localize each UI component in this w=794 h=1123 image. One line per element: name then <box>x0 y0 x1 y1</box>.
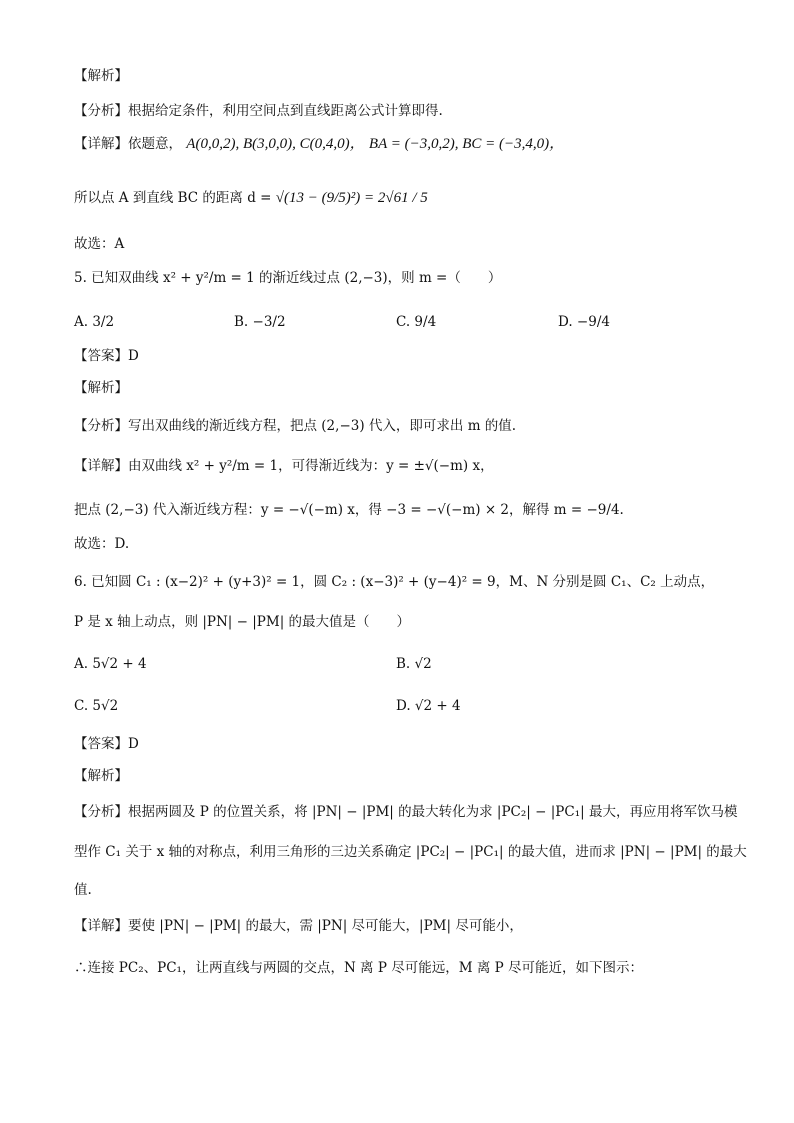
q6-option-b: B. √2 <box>396 656 432 672</box>
q6-jiexi: 【解析】 <box>74 768 128 784</box>
question-6-line-1: 6. 已知圆 C₁ : (x−2)² + (y+3)² = 1，圆 C₂ : (x−3)² + (y−4)² = 9，M、N 分别是圆 C₁、C₂ 上动点， <box>74 574 715 590</box>
q6-analysis-2: 型作 C₁ 关于 x 轴的对称点，利用三角形的三边关系确定 |PC₂| − |PC₁| 的最大值，进而求 |PN| − |PM| 的最大 <box>74 844 747 860</box>
distance-expression: √(13 − (9/5)²) = 2√61 / 5 <box>275 190 428 206</box>
detail-prefix: 【详解】依题意， <box>74 136 182 152</box>
question-6-line-2: P 是 x 轴上动点，则 |PN| − |PM| 的最大值是（ ） <box>74 614 411 630</box>
vector-values: BA = (−3,0,2), BC = (−3,4,0)， <box>368 136 565 152</box>
q6-analysis-3: 值. <box>74 882 92 898</box>
q6-analysis-1: 【分析】根据两圆及 P 的位置关系，将 |PN| − |PM| 的最大转化为求 |PC₂| − |PC₁| 最大，再应用将军饮马模 <box>74 804 738 820</box>
distance-prefix: 所以点 A 到直线 BC 的距离 d = <box>74 190 272 206</box>
q6-detail-2: ∴连接 PC₂、PC₁，让两直线与两圆的交点，N 离 P 尽可能远，M 离 P 尽可能近，如下图示： <box>74 960 643 976</box>
detail-line-points <box>74 134 564 154</box>
q6-option-d: D. √2 + 4 <box>396 698 461 714</box>
distance-line <box>74 188 428 208</box>
q5-detail-a: 【详解】由双曲线 x² + y²/m = 1，可得渐近线为：y = ±√(−m) x， <box>74 458 494 474</box>
q6-option-a: A. 5√2 + 4 <box>74 656 147 672</box>
q5-detail-b: 把点 (2,−3) 代入渐近线方程：y = −√(−m) x，得 −3 = −√(−m) × 2，解得 m = −9/4. <box>74 502 624 518</box>
q5-answer: 【答案】D <box>74 348 139 364</box>
q6-option-c: C. 5√2 <box>74 698 119 714</box>
q5-jiexi: 【解析】 <box>74 380 128 396</box>
q5-option-b: B. −3/2 <box>234 314 286 330</box>
q5-option-a: A. 3/2 <box>74 314 115 330</box>
answer-choice-a: 故选：A <box>74 236 125 252</box>
q5-option-d: D. −9/4 <box>558 314 610 330</box>
point-coordinates: A(0,0,2), B(3,0,0), C(0,4,0)， <box>186 136 365 152</box>
q6-detail-1: 【详解】要使 |PN| − |PM| 的最大，需 |PN| 尽可能大，|PM| 尽可能小， <box>74 918 523 934</box>
heading-jiexi-1: 【解析】 <box>74 68 128 84</box>
analysis-text: 【分析】根据给定条件，利用空间点到直线距离公式计算即得. <box>74 103 443 119</box>
q5-analysis: 【分析】写出双曲线的渐近线方程，把点 (2,−3) 代入，即可求出 m 的值. <box>74 418 517 434</box>
q5-conclusion: 故选：D. <box>74 536 130 552</box>
question-5: 5. 已知双曲线 x² + y²/m = 1 的渐近线过点 (2,−3)，则 m =（ ） <box>74 270 502 286</box>
q6-answer: 【答案】D <box>74 736 139 752</box>
q5-option-c: C. 9/4 <box>396 314 437 330</box>
